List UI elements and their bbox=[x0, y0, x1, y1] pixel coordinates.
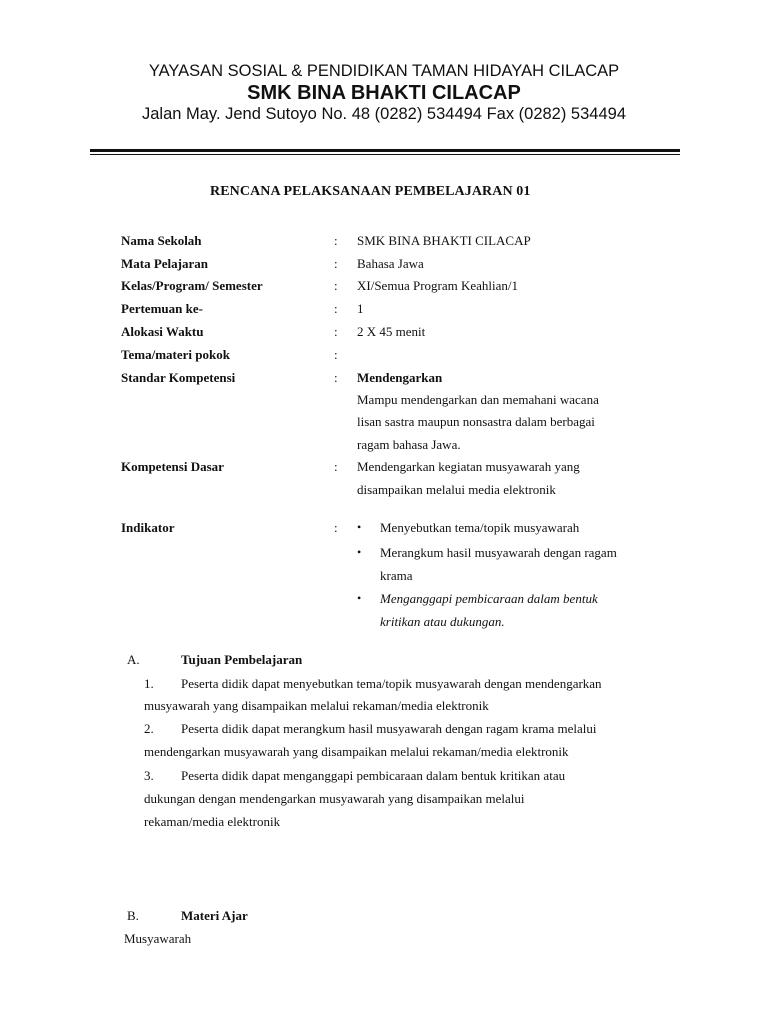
colon: : bbox=[334, 278, 338, 293]
document-title: RENCANA PELAKSANAAN PEMBELAJARAN 01 bbox=[210, 184, 531, 199]
colon: : bbox=[334, 459, 338, 474]
label-standar-kompetensi: Standar Kompetensi bbox=[121, 370, 236, 385]
indikator-item: Menganggapi pembicaraan dalam bentuk bbox=[380, 591, 598, 606]
section-a-letter: A. bbox=[127, 652, 140, 667]
school-name: SMK BINA BHAKTI CILACAP bbox=[247, 82, 521, 104]
standar-line: Mampu mendengarkan dan memahani wacana bbox=[357, 392, 599, 407]
section-b-title: Materi Ajar bbox=[181, 908, 248, 923]
label-tema-materi-pokok: Tema/materi pokok bbox=[121, 347, 230, 362]
value-pertemuan: 1 bbox=[357, 301, 364, 316]
label-indikator: Indikator bbox=[121, 520, 175, 535]
colon: : bbox=[334, 256, 338, 271]
label-kompetensi-dasar: Kompetensi Dasar bbox=[121, 459, 224, 474]
bullet-icon: • bbox=[357, 520, 362, 534]
colon: : bbox=[334, 520, 338, 535]
label-pertemuan: Pertemuan ke- bbox=[121, 301, 203, 316]
list-number: 1. bbox=[144, 676, 154, 691]
tujuan-item-cont: mendengarkan musyawarah yang disampaikan melalui rekaman/media elektronik bbox=[144, 744, 569, 759]
standar-heading: Mendengarkan bbox=[357, 370, 443, 385]
section-b-letter: B. bbox=[127, 908, 139, 923]
label-alokasi-waktu: Alokasi Waktu bbox=[121, 324, 204, 339]
indikator-item-cont: krama bbox=[380, 568, 413, 583]
tujuan-item: Peserta didik dapat merangkum hasil musyawarah dengan ragam krama melalui bbox=[181, 721, 597, 736]
colon: : bbox=[334, 324, 338, 339]
indikator-item-cont: kritikan atau dukungan. bbox=[380, 614, 505, 629]
label-kelas-program-semester: Kelas/Program/ Semester bbox=[121, 278, 263, 293]
label-nama-sekolah: Nama Sekolah bbox=[121, 233, 202, 248]
school-address: Jalan May. Jend Sutoyo No. 48 (0282) 534494 Fax (0282) 534494 bbox=[141, 105, 626, 123]
value-kelas-program-semester: XI/Semua Program Keahlian/1 bbox=[357, 278, 519, 293]
label-mata-pelajaran: Mata Pelajaran bbox=[121, 256, 209, 271]
foundation-name: YAYASAN SOSIAL & PENDIDIKAN TAMAN HIDAYAH CILACAP bbox=[148, 62, 620, 80]
standar-line: ragam bahasa Jawa. bbox=[357, 437, 461, 452]
value-alokasi-waktu: 2 X 45 menit bbox=[357, 324, 426, 339]
tujuan-item: Peserta didik dapat menyebutkan tema/topik musyawarah dengan mendengarkan bbox=[181, 676, 602, 691]
section-a-title: Tujuan Pembelajaran bbox=[181, 652, 303, 667]
colon: : bbox=[334, 347, 338, 362]
value-mata-pelajaran: Bahasa Jawa bbox=[357, 256, 424, 271]
letterhead-rule-thick bbox=[90, 149, 680, 152]
bullet-icon: • bbox=[357, 591, 362, 605]
list-number: 2. bbox=[144, 721, 154, 736]
list-number: 3. bbox=[144, 768, 154, 783]
bullet-icon: • bbox=[357, 545, 362, 559]
kompetensi-line: disampaikan melalui media elektronik bbox=[357, 482, 556, 497]
value-nama-sekolah: SMK BINA BHAKTI CILACAP bbox=[357, 233, 531, 248]
materi-ajar-body: Musyawarah bbox=[124, 931, 192, 946]
tujuan-item: Peserta didik dapat menganggapi pembicaraan dalam bentuk kritikan atau bbox=[181, 768, 566, 783]
indikator-item: Merangkum hasil musyawarah dengan ragam bbox=[380, 545, 617, 560]
tujuan-item-cont: musyawarah yang disampaikan melalui rekaman/media elektronik bbox=[144, 698, 489, 713]
colon: : bbox=[334, 370, 338, 385]
colon: : bbox=[334, 233, 338, 248]
colon: : bbox=[334, 301, 338, 316]
indikator-item: Menyebutkan tema/topik musyawarah bbox=[380, 520, 580, 535]
tujuan-item-cont: rekaman/media elektronik bbox=[144, 814, 281, 829]
standar-line: lisan sastra maupun nonsastra dalam berbagai bbox=[357, 414, 595, 429]
kompetensi-line: Mendengarkan kegiatan musyawarah yang bbox=[357, 459, 580, 474]
letterhead-rule-thin bbox=[90, 154, 680, 155]
tujuan-item-cont: dukungan dengan mendengarkan musyawarah yang disampaikan melalui bbox=[144, 791, 525, 806]
